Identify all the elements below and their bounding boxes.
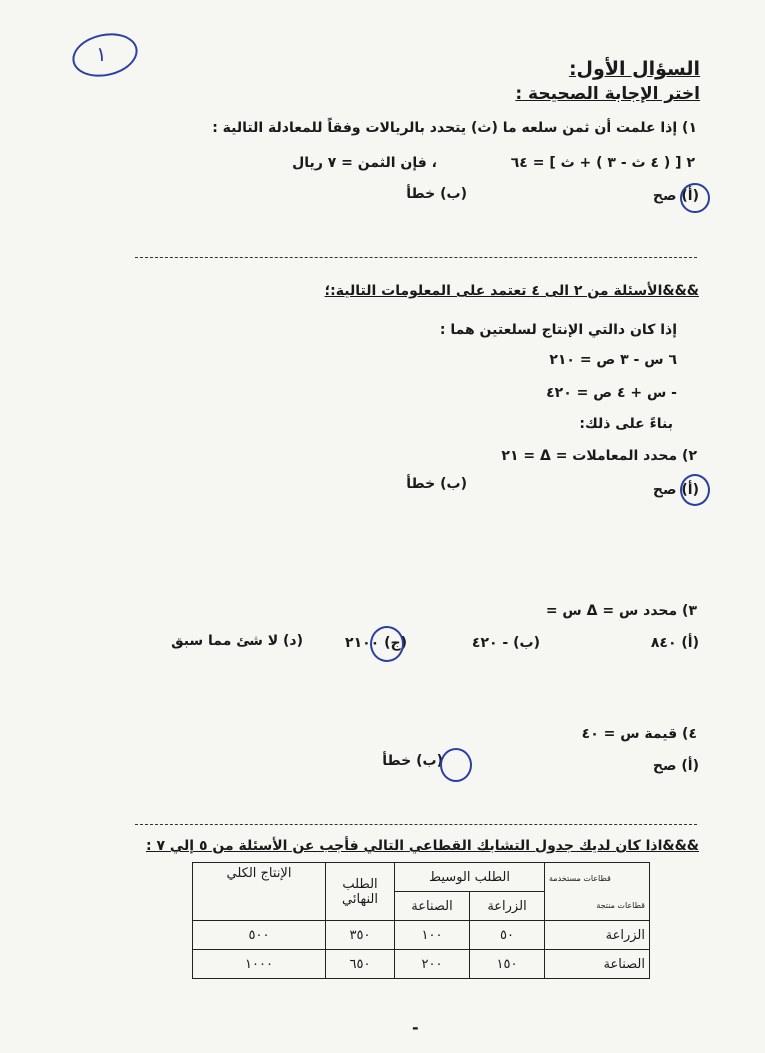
q2-option-b: (ب) خطأ (406, 476, 467, 492)
cell-final: ٦٥٠ (326, 950, 395, 979)
q2-answer-circle (680, 474, 710, 506)
section1-eq2: - س + ٤ ص = ٤٢٠ (546, 385, 677, 401)
q1-equation: ٢ [ ( ٤ ث - ٣ ) + ث ] = ٦٤ (510, 155, 695, 171)
q3-statement: ٣) محدد س = Δ س = (545, 603, 697, 619)
footer-mark: - (412, 1018, 419, 1037)
q3-option-a: (أ) ٨٤٠ (650, 635, 699, 651)
q2-statement: ٢) محدد المعاملات = Δ = ٢١ (501, 448, 697, 464)
q1-statement: ١) إذا علمت أن ثمن سلعه ما (ث) يتحدد بالريالات وفقاً للمعادلة التالية : (212, 120, 697, 136)
final-demand-header: الطلب النهائي (326, 863, 395, 921)
section1-heading: &&&الأسئلة من ٢ الى ٤ تعتمد على المعلومات التالية:؛ (324, 283, 699, 299)
col-agriculture-header: الزراعة (470, 892, 545, 921)
cell-agri: ٥٠ (470, 921, 545, 950)
cell-total: ٥٠٠ (193, 921, 326, 950)
divider-2 (135, 824, 697, 825)
q1-conclusion: ، فإن الثمن = ٧ ريال (292, 155, 437, 171)
table-row (193, 921, 650, 950)
input-output-table (192, 862, 650, 979)
q1-option-b: (ب) خطأ (406, 186, 467, 202)
cell-ind: ٢٠٠ (395, 950, 470, 979)
q3-option-d: (د) لا شئ مما سبق (171, 633, 303, 649)
page-number: ١ (96, 42, 107, 66)
cell-agri: ١٥٠ (470, 950, 545, 979)
cell-total: ١٠٠٠ (193, 950, 326, 979)
row-label: الزراعة (545, 921, 650, 950)
intermediate-demand-header: الطلب الوسيط (395, 863, 545, 892)
section1-based: بناءً على ذلك: (579, 416, 673, 432)
section1-intro: إذا كان دالتي الإنتاج لسلعتين هما : (439, 322, 677, 338)
q1-answer-circle (680, 183, 710, 213)
q4-statement: ٤) قيمة س = ٤٠ (581, 726, 697, 742)
q3-option-b: (ب) - ٤٢٠ (471, 635, 540, 651)
table-corner-cell (545, 863, 650, 921)
col-industry-header: الصناعة (395, 892, 470, 921)
q3-answer-circle (370, 626, 404, 662)
corner-bottom-label: قطاعات منتجة (596, 900, 645, 910)
q4-answer-circle (440, 748, 472, 782)
corner-top-label: قطاعات مستخدمة (549, 873, 611, 883)
total-output-header: الإنتاج الكلي (193, 863, 326, 921)
question-title: السؤال الأول: (568, 58, 700, 80)
q3-option-c: (ج) ٢١٠٠ (345, 635, 407, 651)
q4-option-b: (ب) خطأ (382, 753, 443, 769)
cell-final: ٣٥٠ (326, 921, 395, 950)
section1-eq1: ٦ س - ٣ ص = ٢١٠ (549, 352, 677, 368)
section2-heading: &&&اذا كان لديك جدول التشابك القطاعي التالي فأجب عن الأسئلة من ٥ إلي ٧ : (145, 838, 699, 854)
row-label: الصناعة (545, 950, 650, 979)
q4-option-a: (أ) صح (652, 758, 699, 774)
divider-1 (135, 257, 697, 258)
q2-option-a: (أ) صح (652, 482, 699, 498)
q1-option-a: (أ) صح (652, 188, 699, 204)
cell-ind: ١٠٠ (395, 921, 470, 950)
table-row (193, 950, 650, 979)
instruction: اختر الإجابة الصحيحة : (515, 84, 700, 104)
table-header-row (193, 863, 650, 892)
